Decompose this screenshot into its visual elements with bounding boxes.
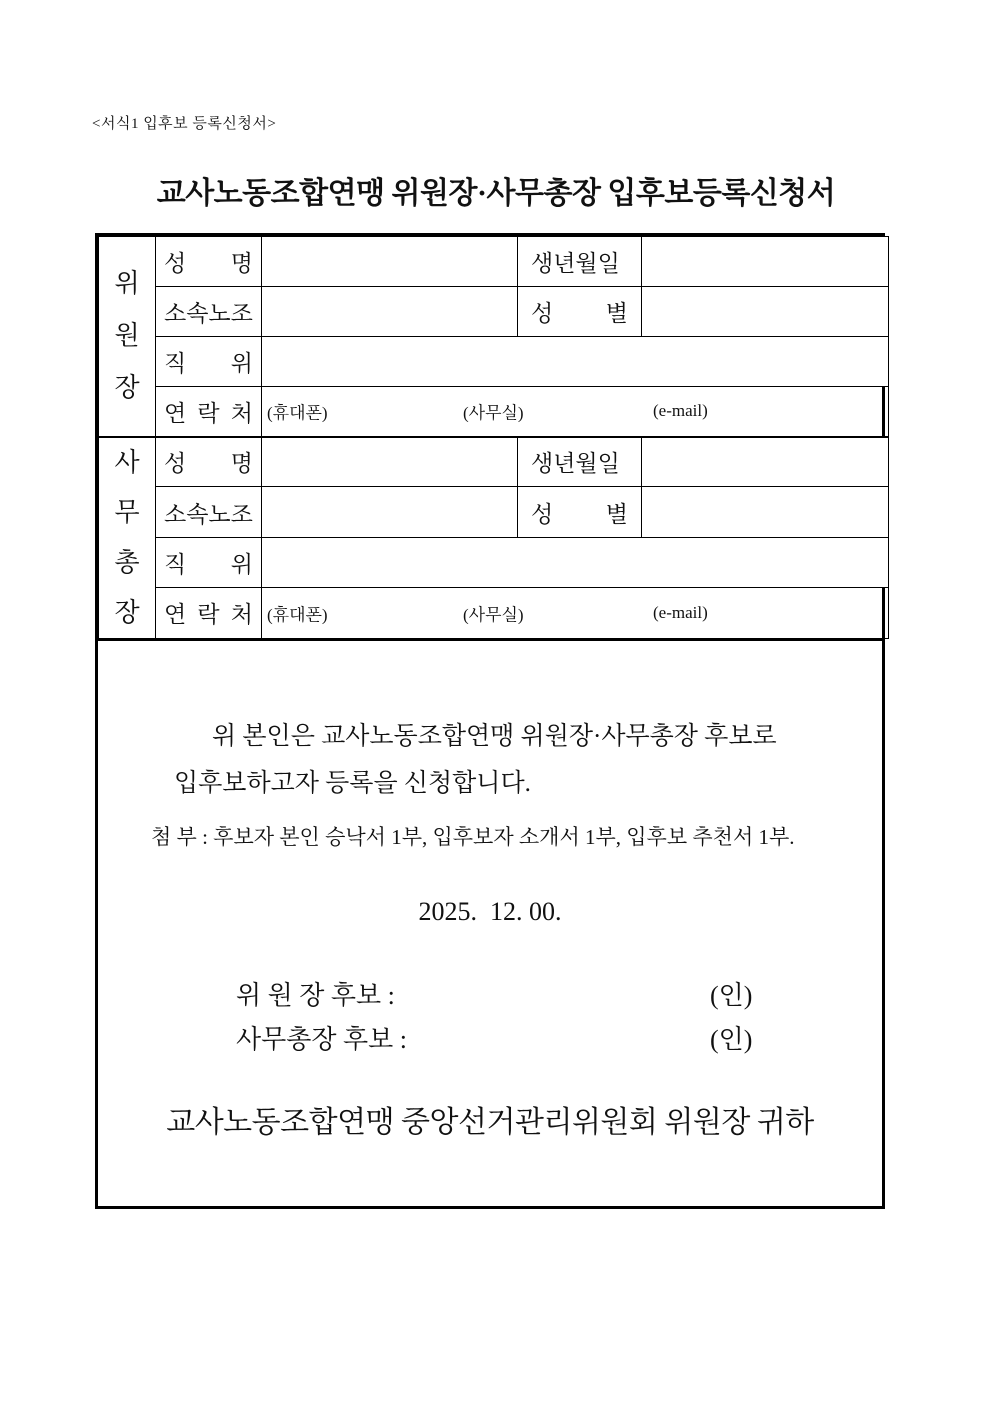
table-row — [99, 588, 889, 638]
table-row — [99, 337, 889, 387]
table-row — [99, 537, 889, 587]
table-row — [99, 287, 889, 337]
mobile-sublabel: (휴대폰) — [267, 403, 328, 423]
union-value-cell — [262, 287, 518, 337]
name-label: 성 명 — [156, 437, 262, 487]
office-sublabel: (사무실) — [463, 403, 524, 423]
union-label: 소속노조 — [156, 287, 262, 337]
gender-value-cell — [642, 287, 889, 337]
position-label: 직 위 — [156, 337, 262, 387]
mobile-sublabel: (휴대폰) — [267, 605, 328, 625]
recipient-line: 교사노동조합연맹 중앙선거관리위원회 위원장 귀하 — [166, 1105, 814, 1139]
gender-value-cell — [642, 487, 889, 537]
date-line: 2025. 12. 00. — [418, 896, 562, 926]
contact-label: 연 락 처 — [156, 387, 262, 437]
chairman-signature-row — [98, 975, 882, 1019]
position-value-cell — [262, 537, 889, 587]
form-sheet — [95, 233, 885, 1209]
birthdate-label: 생년월일 — [518, 237, 642, 287]
email-sublabel: (e-mail) — [653, 401, 708, 421]
name-value-cell — [262, 437, 518, 487]
secretary-general-section — [99, 437, 889, 639]
document-title: 교사노동조합연맹 위원장·사무총장 입후보등록신청서 — [156, 177, 836, 210]
table-row — [99, 437, 889, 487]
signature-block — [98, 975, 882, 1063]
gender-label: 성 별 — [518, 487, 642, 537]
pledge-area — [98, 639, 882, 1209]
birthdate-value-cell — [642, 437, 889, 487]
chairman-section — [99, 237, 889, 437]
contact-label: 연 락 처 — [156, 588, 262, 638]
secretary-general-signature-row — [98, 1019, 882, 1063]
contact-value-cell — [262, 588, 889, 638]
table-row — [99, 237, 889, 287]
form-code-note: <서식1 입후보 등록신청서> — [92, 116, 277, 132]
position-value-cell — [262, 337, 889, 387]
pledge-line-2: 입후보하고자 등록을 신청합니다. — [174, 769, 531, 797]
group-header-chairman: 위원장 — [99, 237, 156, 437]
email-sublabel: (e-mail) — [653, 602, 708, 622]
group-header-secretary-general: 사무총장 — [99, 437, 156, 639]
candidate-info-table — [98, 236, 889, 639]
secretary-general-candidate-label: 사무총장 후보 : — [236, 1024, 407, 1054]
union-value-cell — [262, 487, 518, 537]
name-label: 성 명 — [156, 237, 262, 287]
chairman-candidate-label: 위 원 장 후보 : — [236, 980, 395, 1010]
office-sublabel: (사무실) — [463, 605, 524, 625]
attachments-note: 첨 부 : 후보자 본인 승낙서 1부, 입후보자 소개서 1부, 입후보 추천서 1부. — [151, 824, 795, 849]
seal-placeholder: (인) — [710, 1024, 753, 1054]
union-label: 소속노조 — [156, 487, 262, 537]
pledge-line-1: 위 본인은 교사노동조합연맹 위원장·사무총장 후보로 — [212, 722, 777, 750]
seal-placeholder: (인) — [710, 980, 753, 1010]
position-label: 직 위 — [156, 537, 262, 587]
pledge-paragraph — [98, 641, 882, 807]
birthdate-label: 생년월일 — [518, 437, 642, 487]
name-value-cell — [262, 237, 518, 287]
birthdate-value-cell — [642, 237, 889, 287]
table-row — [99, 487, 889, 537]
table-row — [99, 387, 889, 437]
gender-label: 성 별 — [518, 287, 642, 337]
contact-value-cell — [262, 387, 889, 437]
